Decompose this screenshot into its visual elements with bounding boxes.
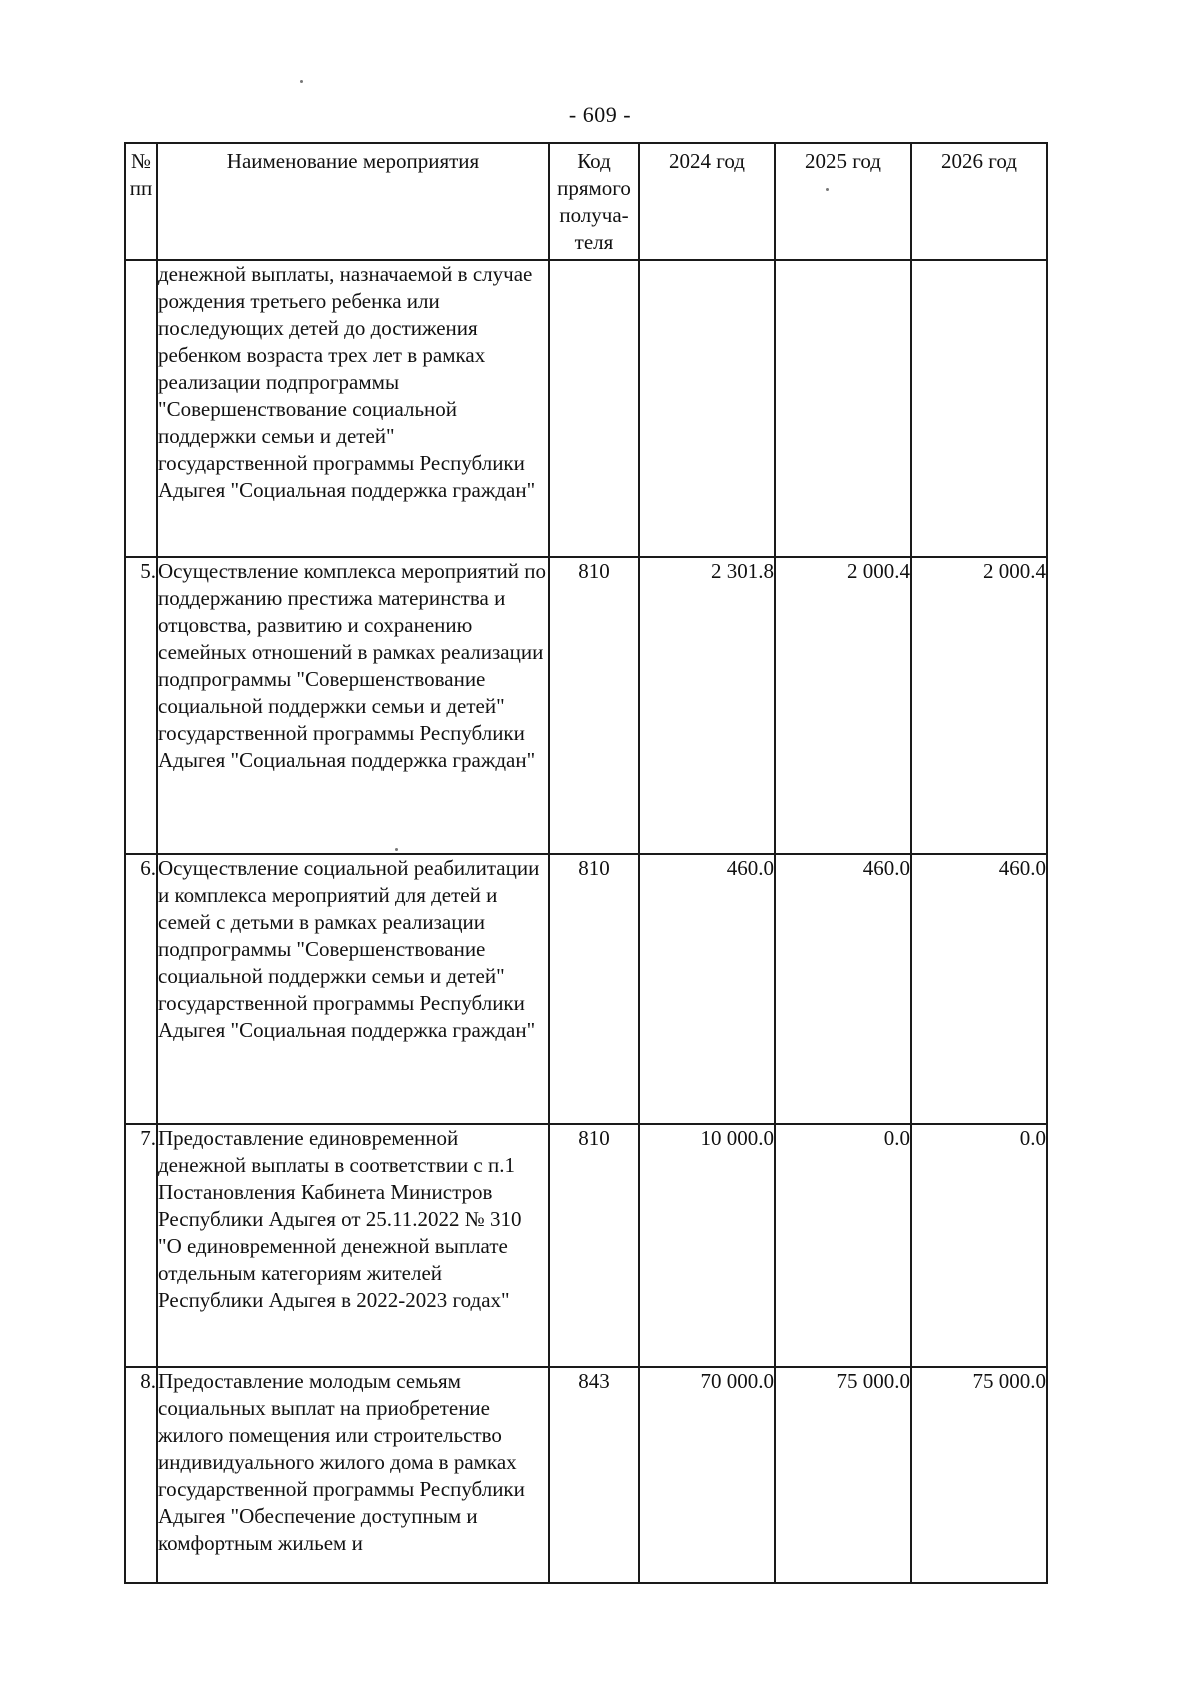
table-row (125, 1124, 1047, 1367)
row-number: 6. (125, 854, 157, 1124)
scan-speck (395, 848, 398, 851)
recipient-code: 810 (549, 1124, 639, 1367)
header-code: Код прямого получа-теля (549, 143, 639, 260)
budget-table (124, 142, 1048, 1584)
table-row (125, 260, 1047, 557)
header-name: Наименование мероприятия (157, 143, 549, 260)
table-row (125, 1367, 1047, 1583)
amount-2024: 70 000.0 (639, 1367, 775, 1583)
scan-speck (300, 80, 303, 83)
row-number: 5. (125, 557, 157, 854)
table-row (125, 557, 1047, 854)
amount-2024: 2 301.8 (639, 557, 775, 854)
amount-2024: 460.0 (639, 854, 775, 1124)
amount-2026: 460.0 (911, 854, 1047, 1124)
header-2025: 2025 год (775, 143, 911, 260)
amount-2025: 2 000.4 (775, 557, 911, 854)
amount-2026 (911, 260, 1047, 557)
amount-2026: 75 000.0 (911, 1367, 1047, 1583)
page-number: - 609 - (568, 102, 632, 127)
header-2026: 2026 год (911, 143, 1047, 260)
scan-speck (826, 188, 829, 191)
row-number: 8. (125, 1367, 157, 1583)
amount-2025: 0.0 (775, 1124, 911, 1367)
amount-2026: 2 000.4 (911, 557, 1047, 854)
amount-2026: 0.0 (911, 1124, 1047, 1367)
recipient-code: 810 (549, 557, 639, 854)
header-2024: 2024 год (639, 143, 775, 260)
measure-name: Осуществление социальной реабилитации и комплекса мероприятий для детей и семей с детьми в рамках реализации подпрограммы "Совершенствование социальной поддержки семьи и детей" государственной программы Республики Адыгея "Социальная поддержка граждан" (157, 854, 549, 1124)
amount-2025: 460.0 (775, 854, 911, 1124)
amount-2024 (639, 260, 775, 557)
measure-name: Осуществление комплекса мероприятий по поддержанию престижа материнства и отцовства, развитию и сохранению семейных отношений в рамках реализации подпрограммы "Совершенствование социальной поддержки семьи и детей" государственной программы Республики Адыгея "Социальная поддержка граждан" (157, 557, 549, 854)
recipient-code: 810 (549, 854, 639, 1124)
measure-name: Предоставление молодым семьям социальных выплат на приобретение жилого помещения или строительство индивидуального жилого дома в рамках государственной программы Республики Адыгея "Обеспечение доступным и комфортным жильем и (157, 1367, 549, 1583)
measure-name: денежной выплаты, назначаемой в случае рождения третьего ребенка или последующих детей до достижения ребенком возраста трех лет в рамках реализации подпрограммы "Совершенствование социальной поддержки семьи и детей" государственной программы Республики Адыгея "Социальная поддержка граждан" (157, 260, 549, 557)
recipient-code: 843 (549, 1367, 639, 1583)
table-header (125, 143, 1047, 260)
table-row (125, 854, 1047, 1124)
table-body (125, 260, 1047, 1583)
amount-2025 (775, 260, 911, 557)
amount-2024: 10 000.0 (639, 1124, 775, 1367)
amount-2025: 75 000.0 (775, 1367, 911, 1583)
row-number (125, 260, 157, 557)
row-number: 7. (125, 1124, 157, 1367)
recipient-code (549, 260, 639, 557)
measure-name: Предоставление единовременной денежной выплаты в соответствии с п.1 Постановления Кабинета Министров Республики Адыгея от 25.11.2022 № 310 "О единовременной денежной выплате отдельным категориям жителей Республики Адыгея в 2022-2023 годах" (157, 1124, 549, 1367)
header-num: № пп (125, 143, 157, 260)
